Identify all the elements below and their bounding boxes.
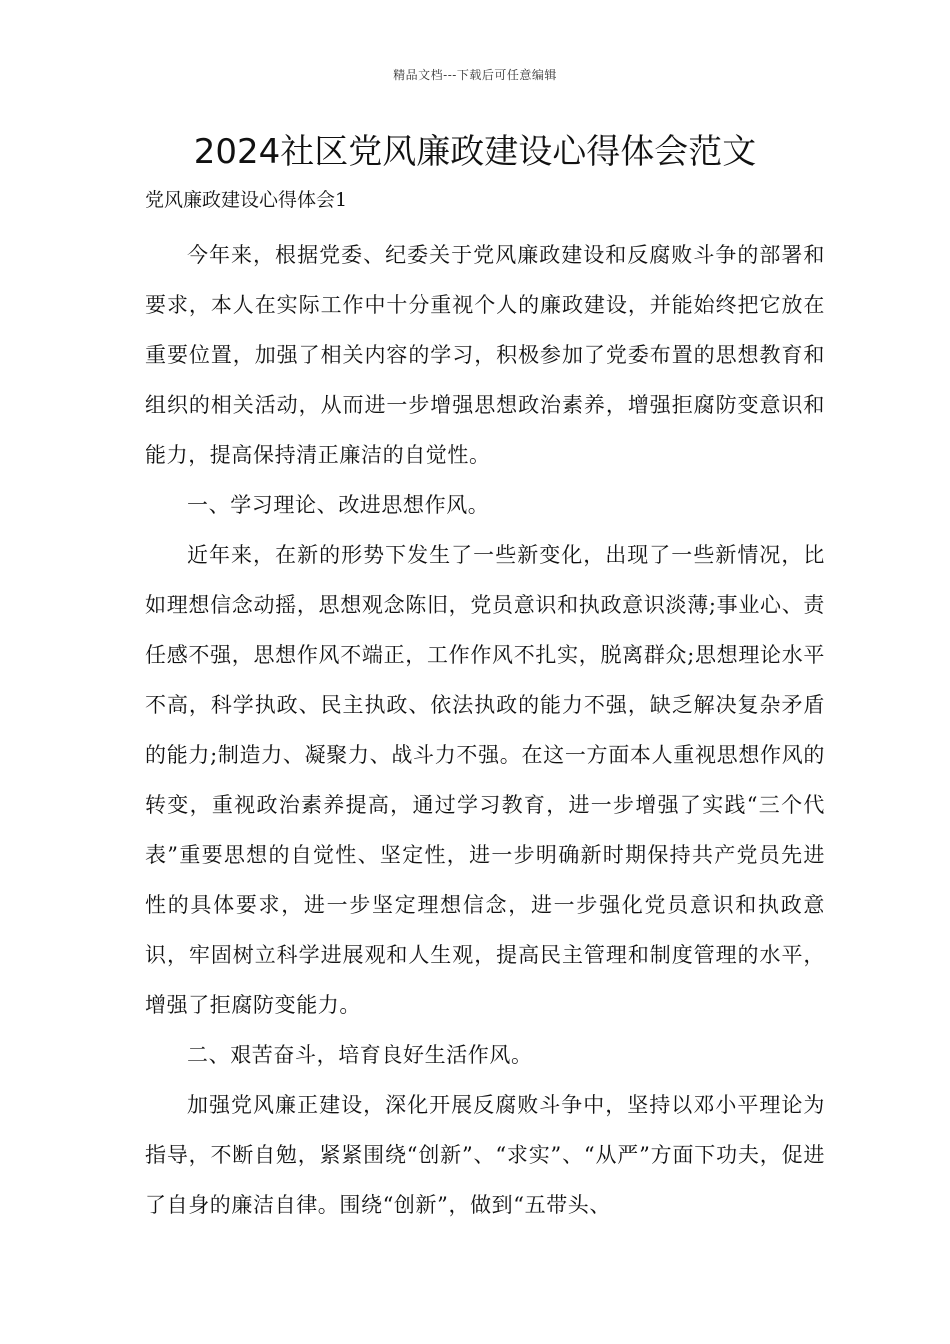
section-heading-2: 二、艰苦奋斗，培育良好生活作风。 — [187, 1043, 533, 1067]
document-body — [145, 230, 825, 1230]
section-subheading: 党风廉政建设心得体会1 — [145, 189, 348, 211]
header-note: 精品文档---下载后可任意编辑 — [393, 68, 557, 82]
paragraph-section-2: 加强党风廉正建设，深化开展反腐败斗争中，坚持以邓小平理论为指导，不断自勉，紧紧围绕“创新”、“求实”、“从严”方面下功夫，促进了自身的廉洁自律。围绕“创新”，做到“五带头、 — [145, 1093, 825, 1217]
document-title: 2024社区党风廉政建设心得体会范文 — [193, 132, 757, 172]
section-heading-1: 一、学习理论、改进思想作风。 — [187, 493, 490, 517]
paragraph-section-1: 近年来，在新的形势下发生了一些新变化，出现了一些新情况，比如理想信念动摇，思想观念陈旧，党员意识和执政意识淡薄;事业心、责任感不强，思想作风不端正，工作作风不扎实，脱离群众;思想理论水平不高，科学执政、民主执政、依法执政的能力不强，缺乏解决复杂矛盾的能力;制造力、凝聚力、战斗力不强。在这一方面本人重视思想作风的转变，重视政治素养提高，通过学习教育，进一步增强了实践“三个代表”重要思想的自觉性、坚定性，进一步明确新时期保持共产党员先进性的具体要求，进一步坚定理想信念，进一步强化党员意识和执政意识，牢固树立科学进展观和人生观，提高民主管理和制度管理的水平，增强了拒腐防变能力。 — [145, 543, 825, 1017]
paragraph-intro: 今年来，根据党委、纪委关于党风廉政建设和反腐败斗争的部署和要求，本人在实际工作中十分重视个人的廉政建设，并能始终把它放在重要位置，加强了相关内容的学习，积极参加了党委布置的思想教育和组织的相关活动，从而进一步增强思想政治素养，增强拒腐防变意识和能力，提高保持清正廉洁的自觉性。 — [145, 243, 825, 467]
